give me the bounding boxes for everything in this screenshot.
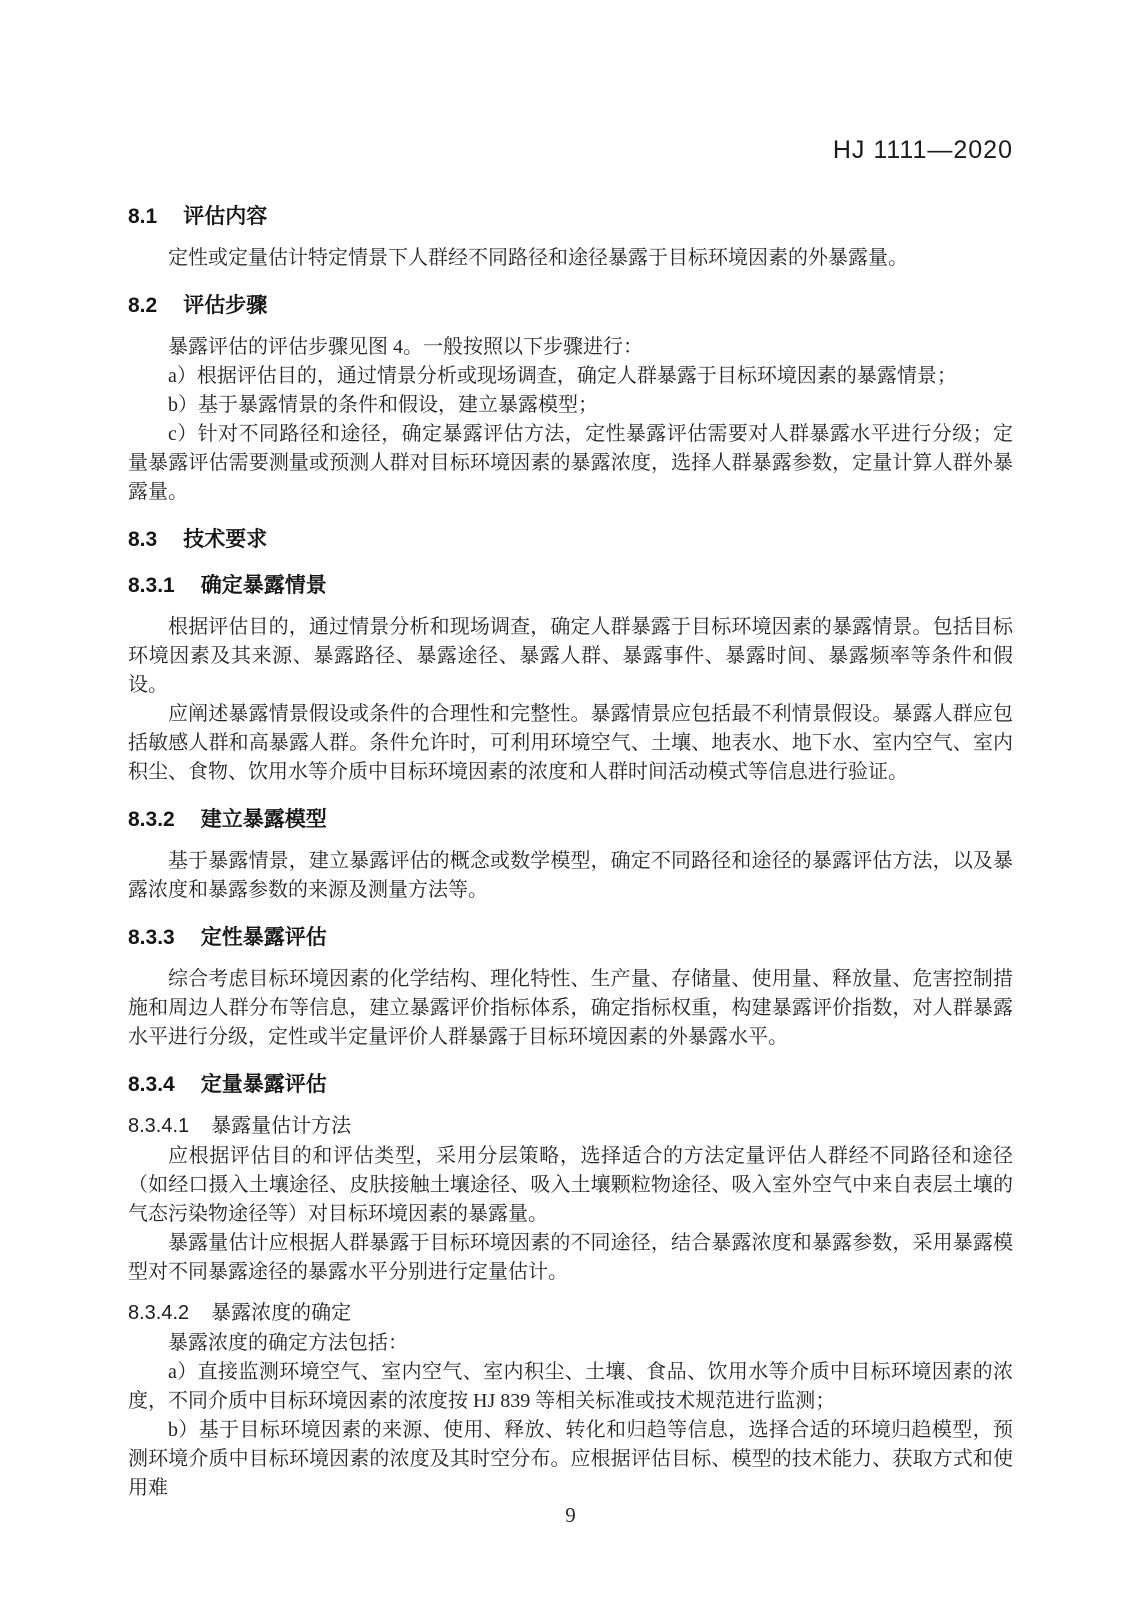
section-heading-8.3.4.1 — [128, 1112, 1013, 1140]
heading-number: 8.3 — [128, 528, 158, 551]
paragraph: 定性或定量估计特定情景下人群经不同路径和途径暴露于目标环境因素的外暴露量。 — [168, 247, 908, 269]
paragraph: a）直接监测环境空气、室内空气、室内积尘、土壤、食品、饮用水等介质中目标环境因素的浓度，不同介质中目标环境因素的浓度按 HJ 839 等相关标准或技术规范进行监测； — [128, 1361, 1013, 1412]
heading-title: 定性暴露评估 — [200, 926, 327, 949]
heading-title: 评估内容 — [183, 205, 268, 228]
heading-title: 确定暴露情景 — [200, 574, 327, 597]
heading-number: 8.3.3 — [128, 926, 175, 949]
section-heading-8.3.4 — [128, 1072, 1013, 1098]
paragraph: 暴露量估计应根据人群暴露于目标环境因素的不同途径，结合暴露浓度和暴露参数，采用暴露模型对不同暴露途径的暴露水平分别进行定量估计。 — [128, 1232, 1013, 1283]
section-heading-8.3.3 — [128, 925, 1013, 951]
standard-code-header: HJ 1111—2020 — [832, 136, 1013, 164]
heading-number: 8.3.4.2 — [128, 1302, 190, 1324]
section-heading-8.3.2 — [128, 807, 1013, 833]
paragraph: 暴露评估的评估步骤见图 4。一般按照以下步骤进行： — [168, 336, 643, 358]
heading-number: 8.3.2 — [128, 808, 175, 831]
section-heading-8.2 — [128, 293, 1013, 319]
section-heading-8.1 — [128, 204, 1013, 230]
section-heading-8.3 — [128, 527, 1013, 553]
heading-number: 8.2 — [128, 294, 158, 317]
section-heading-8.3.1 — [128, 573, 1013, 599]
paragraph: a）根据评估目的，通过情景分析或现场调查，确定人群暴露于目标环境因素的暴露情景； — [168, 365, 957, 387]
paragraph: 暴露浓度的确定方法包括： — [168, 1332, 408, 1354]
document-body — [128, 200, 1013, 1503]
paragraph: 应阐述暴露情景假设或条件的合理性和完整性。暴露情景应包括最不利情景假设。暴露人群应包括敏感人群和高暴露人群。条件允许时，可利用环境空气、土壤、地表水、地下水、室内空气、室内积尘、食物、饮用水等介质中目标环境因素的浓度和人群时间活动模式等信息进行验证。 — [128, 703, 1013, 783]
heading-title: 评估步骤 — [183, 294, 268, 317]
heading-title: 定量暴露评估 — [200, 1073, 327, 1096]
page-number: 9 — [565, 1503, 576, 1527]
heading-title: 建立暴露模型 — [200, 808, 327, 831]
heading-number: 8.3.4 — [128, 1073, 175, 1096]
heading-title: 暴露量估计方法 — [211, 1115, 352, 1137]
heading-number: 8.1 — [128, 205, 158, 228]
paragraph: 应根据评估目的和评估类型，采用分层策略，选择适合的方法定量评估人群经不同路径和途径（如经口摄入土壤途径、皮肤接触土壤途径、吸入土壤颗粒物途径、吸入室外空气中来自表层土壤的气态污染物途径等）对目标环境因素的暴露量。 — [128, 1145, 1013, 1225]
paragraph: b）基于目标环境因素的来源、使用、释放、转化和归趋等信息，选择合适的环境归趋模型，预测环境介质中目标环境因素的浓度及其时空分布。应根据评估目标、模型的技术能力、获取方式和使用难 — [128, 1419, 1013, 1499]
paragraph: 根据评估目的，通过情景分析和现场调查，确定人群暴露于目标环境因素的暴露情景。包括目标环境因素及其来源、暴露路径、暴露途径、暴露人群、暴露事件、暴露时间、暴露频率等条件和假设。 — [128, 616, 1013, 696]
paragraph: b）基于暴露情景的条件和假设，建立暴露模型； — [168, 394, 598, 416]
paragraph: 基于暴露情景，建立暴露评估的概念或数学模型，确定不同路径和途径的暴露评估方法，以及暴露浓度和暴露参数的来源及测量方法等。 — [128, 850, 1013, 901]
heading-title: 暴露浓度的确定 — [211, 1302, 352, 1324]
heading-number: 8.3.1 — [128, 574, 175, 597]
heading-title: 技术要求 — [183, 528, 268, 551]
heading-number: 8.3.4.1 — [128, 1115, 190, 1137]
paragraph: 综合考虑目标环境因素的化学结构、理化特性、生产量、存储量、使用量、释放量、危害控制措施和周边人群分布等信息，建立暴露评价指标体系，确定指标权重，构建暴露评价指数，对人群暴露水平进行分级，定性或半定量评价人群暴露于目标环境因素的外暴露水平。 — [128, 968, 1013, 1048]
paragraph: c）针对不同路径和途径，确定暴露评估方法，定性暴露评估需要对人群暴露水平进行分级；定量暴露评估需要测量或预测人群对目标环境因素的暴露浓度，选择人群暴露参数，定量计算人群外暴露量。 — [128, 423, 1013, 503]
section-heading-8.3.4.2 — [128, 1299, 1013, 1327]
